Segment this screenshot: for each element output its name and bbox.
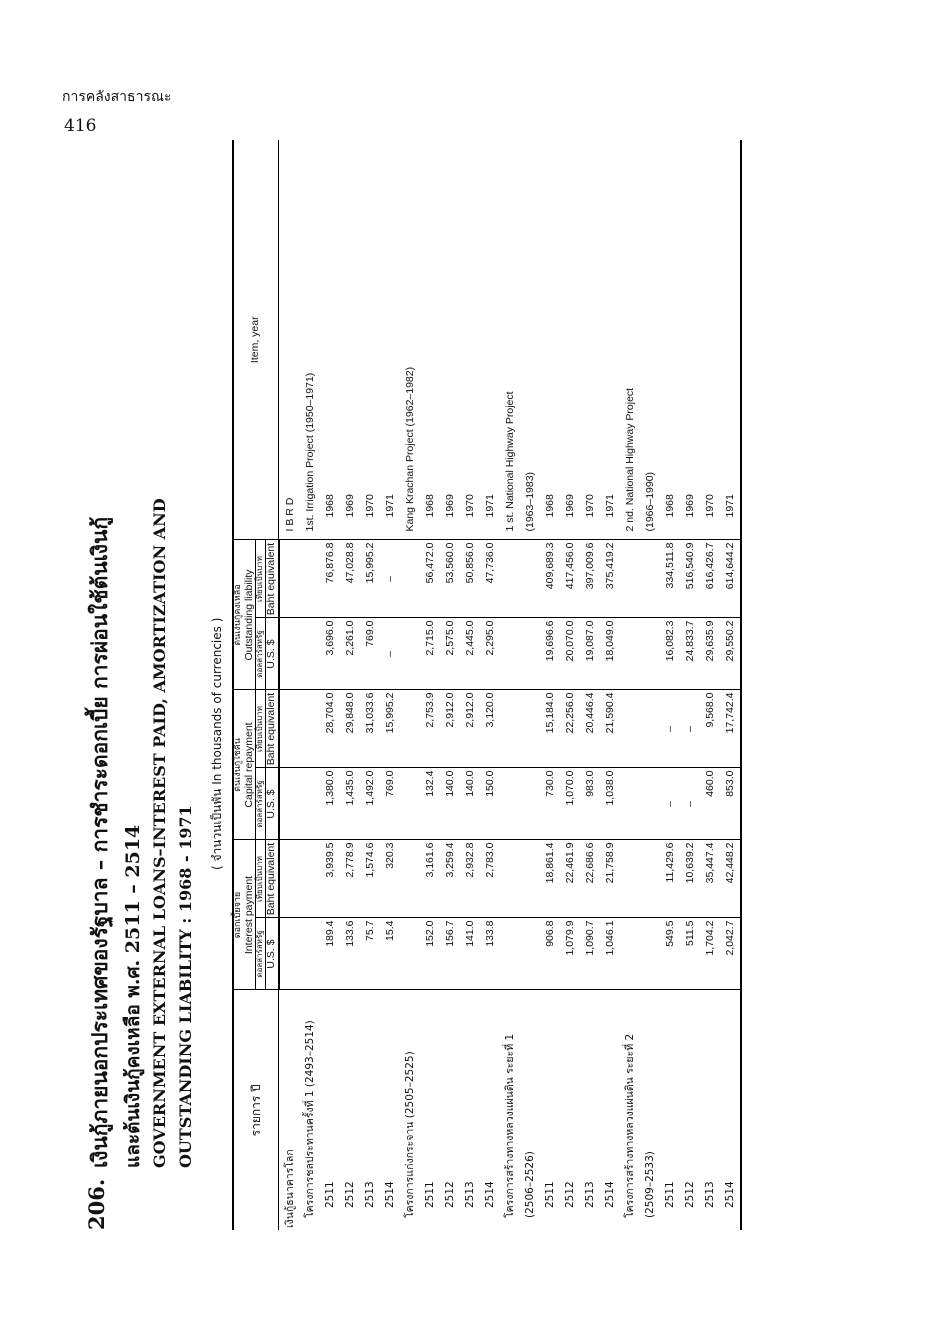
table-row xyxy=(640,140,660,1230)
title-english-line1: GOVERNMENT EXTERNAL LOANS–INTEREST PAID, AMORTIZATION AND xyxy=(150,498,169,1168)
header-interest-thai: ดอกเบี้ยจ่าย xyxy=(233,891,243,939)
row-year-thai: 2511 xyxy=(320,990,340,1230)
table-cell-value: 22,256.0 xyxy=(560,690,580,768)
header-sub-usd-thai: ดอลล่าร์สหรัฐ xyxy=(256,618,266,690)
row-label-thai: เงินกู้ธนาคารโลก xyxy=(279,990,300,1230)
table-cell-value: 15,184.0 xyxy=(540,690,560,768)
row-label-english: 1 st. National Highway Project xyxy=(503,391,516,532)
table-cell-value: 10,639.2 xyxy=(680,840,700,918)
row-label-english: 1971 xyxy=(603,494,616,518)
table-cell-value: 616,426.7 xyxy=(700,540,720,618)
header-interest-en: Interest payment xyxy=(242,875,255,955)
table-cell-value: 1,038.0 xyxy=(600,768,620,840)
table-cell-value xyxy=(400,840,420,918)
table-cell-value: 19,696.6 xyxy=(540,618,560,690)
table-cell-value xyxy=(640,618,660,690)
table-cell-value: 2,295.0 xyxy=(480,618,500,690)
row-label-english: 1969 xyxy=(443,494,456,518)
row-year-thai: 2512 xyxy=(680,990,700,1230)
header-sub-usd-thai: ดอลล่าร์สหรัฐ xyxy=(256,768,266,840)
table-cell-value xyxy=(500,618,520,690)
table-cell-value: 516,540.9 xyxy=(680,540,700,618)
table-cell-value: 906.8 xyxy=(540,918,560,990)
row-year-thai: 2513 xyxy=(580,990,600,1230)
header-item-thai: รายการ ปี xyxy=(233,990,279,1230)
table-cell-value xyxy=(279,840,300,918)
table-row xyxy=(600,140,620,1230)
table-cell-value xyxy=(300,840,320,918)
units-note: ( จำนวนเป็นพัน In thousands of currencies ) xyxy=(210,617,224,870)
table-cell-value: 150.0 xyxy=(480,768,500,840)
table-cell-value xyxy=(279,618,300,690)
table-cell-value xyxy=(620,618,640,690)
table-cell-value xyxy=(279,768,300,840)
row-year-thai: 2511 xyxy=(420,990,440,1230)
table-cell-value: 511.5 xyxy=(680,918,700,990)
table-cell-value: 2,778.9 xyxy=(340,840,360,918)
page-number: 416 xyxy=(64,116,97,136)
table-cell-value: 769.0 xyxy=(380,768,400,840)
table-cell-value: 29,848.0 xyxy=(340,690,360,768)
row-label-english: 1971 xyxy=(483,494,496,518)
table-cell-value: 35,447.4 xyxy=(700,840,720,918)
table-cell-value xyxy=(620,690,640,768)
table-cell-value: 2,042.7 xyxy=(720,918,741,990)
table-cell-value: 19,087.0 xyxy=(580,618,600,690)
row-year-thai: 2512 xyxy=(440,990,460,1230)
table-cell-value: 2,753.9 xyxy=(420,690,440,768)
table-cell-value: 29,550.2 xyxy=(720,618,741,690)
table-cell-value: 1,492.0 xyxy=(360,768,380,840)
table-cell-value xyxy=(640,768,660,840)
table-cell-value: 56,472.0 xyxy=(420,540,440,618)
table-cell-value xyxy=(500,690,520,768)
table-cell-value xyxy=(279,918,300,990)
table-cell-value xyxy=(640,918,660,990)
table-cell-value: 189.4 xyxy=(320,918,340,990)
table-cell-value: 16,082.3 xyxy=(660,618,680,690)
table-cell-value: 75.7 xyxy=(360,918,380,990)
table-row xyxy=(520,140,540,1230)
table-cell-value: 1,435.0 xyxy=(340,768,360,840)
table-cell-value xyxy=(400,618,420,690)
table-row xyxy=(320,140,340,1230)
header-sub-baht: Baht equivalent xyxy=(266,690,279,768)
table-cell-value: 29,635.9 xyxy=(700,618,720,690)
title-english-line2: OUTSTANDING LIABILITY : 1968 - 1971 xyxy=(176,805,195,1168)
table-row xyxy=(480,140,500,1230)
table-cell-value: 9,568.0 xyxy=(700,690,720,768)
table-cell-value: 28,704.0 xyxy=(320,690,340,768)
table-cell-value xyxy=(640,840,660,918)
title-thai-line1: เงินกู้ภายนอกประเทศของรัฐบาล – การชำระดอกเบี้ย การผ่อนใช้ต้นเงินกู้ xyxy=(87,516,112,1168)
table-cell-value: 769.0 xyxy=(360,618,380,690)
header-sub-usd-thai: ดอลล่าร์สหรัฐ xyxy=(256,918,266,990)
row-label-thai: โครงการสร้างทางหลวงแผ่นดิน ระยะที่ 2 xyxy=(620,990,640,1230)
running-header: การคลังสาธารณะ xyxy=(62,89,172,105)
table-cell-value: 3,259.4 xyxy=(440,840,460,918)
table-row xyxy=(420,140,440,1230)
table-cell-value: 18,861.4 xyxy=(540,840,560,918)
table-cell-value: 3,696.0 xyxy=(320,618,340,690)
table-cell-value xyxy=(300,618,320,690)
table-cell-value xyxy=(400,768,420,840)
table-cell-value: 18,049.0 xyxy=(600,618,620,690)
row-year-thai: 2512 xyxy=(340,990,360,1230)
row-label-english: 2 nd. National Highway Project xyxy=(623,387,636,532)
table-cell-value: 460.0 xyxy=(700,768,720,840)
table-cell-value: 22,686.6 xyxy=(580,840,600,918)
rotated-table-page xyxy=(80,140,890,1230)
row-label-english: 1971 xyxy=(383,494,396,518)
row-label-thai: โครงการชลประทานครั้งที่ 1 (2493–2514) xyxy=(300,990,320,1230)
row-label-english: (1966–1990) xyxy=(643,471,656,532)
table-cell-value: 50,856.0 xyxy=(460,540,480,618)
table-cell-value: 3,120.0 xyxy=(480,690,500,768)
table-cell-value xyxy=(500,768,520,840)
table-cell-value: 20,446.4 xyxy=(580,690,600,768)
table-cell-value: 2,261.0 xyxy=(340,618,360,690)
table-cell-value xyxy=(400,918,420,990)
table-cell-value xyxy=(520,540,540,618)
table-cell-value: 2,783.0 xyxy=(480,840,500,918)
table-cell-value: 2,932.8 xyxy=(460,840,480,918)
row-year-thai: 2511 xyxy=(660,990,680,1230)
table-row xyxy=(720,140,741,1230)
table-row xyxy=(380,140,400,1230)
table-cell-value: – xyxy=(680,768,700,840)
table-cell-value xyxy=(500,918,520,990)
table-cell-value: 2,912.0 xyxy=(460,690,480,768)
table-cell-value xyxy=(620,540,640,618)
table-cell-value: 21,758.9 xyxy=(600,840,620,918)
header-sub-usd: U.S. $ xyxy=(266,618,279,690)
row-year-thai: 2512 xyxy=(560,990,580,1230)
table-cell-value: 334,511.8 xyxy=(660,540,680,618)
table-row xyxy=(360,140,380,1230)
table-cell-value: 15.4 xyxy=(380,918,400,990)
row-year-thai: 2513 xyxy=(700,990,720,1230)
header-sub-usd: U.S. $ xyxy=(266,918,279,990)
table-body xyxy=(279,140,741,1230)
table-cell-value: 141.0 xyxy=(460,918,480,990)
table-cell-value: – xyxy=(380,540,400,618)
table-cell-value: 15,995.2 xyxy=(360,540,380,618)
table-row xyxy=(540,140,560,1230)
table-cell-value: 1,079.9 xyxy=(560,918,580,990)
table-cell-value xyxy=(520,768,540,840)
header-outstanding-liability xyxy=(233,540,256,690)
row-year-thai: 2514 xyxy=(720,990,741,1230)
row-label-english: I B R D xyxy=(283,497,296,532)
row-label-english: 1st. Irrigation Project (1950–1971) xyxy=(303,372,316,532)
table-number: 206. xyxy=(84,1178,109,1230)
table-row xyxy=(440,140,460,1230)
table-cell-value: 3,161.6 xyxy=(420,840,440,918)
header-interest-payment xyxy=(233,840,256,990)
row-year-thai: 2514 xyxy=(600,990,620,1230)
table-cell-value xyxy=(640,540,660,618)
table-cell-value: 11,429.6 xyxy=(660,840,680,918)
table-cell-value: 133.8 xyxy=(480,918,500,990)
row-label-english: 1968 xyxy=(323,494,336,518)
table-cell-value: 152.0 xyxy=(420,918,440,990)
header-capital-en: Capital repayment xyxy=(242,722,255,808)
table-cell-value: 47,028.8 xyxy=(340,540,360,618)
row-label-thai: โครงการแก่งกระจาน (2505–2525) xyxy=(400,990,420,1230)
table-cell-value: 417,456.0 xyxy=(560,540,580,618)
row-label-english: 1970 xyxy=(703,494,716,518)
header-sub-baht-thai: เทียบเป็นบาท xyxy=(256,840,266,918)
table-cell-value: 614,644.2 xyxy=(720,540,741,618)
table-cell-value: 140.0 xyxy=(460,768,480,840)
row-label-english: 1969 xyxy=(683,494,696,518)
table-cell-value: 156.7 xyxy=(440,918,460,990)
table-cell-value: 983.0 xyxy=(580,768,600,840)
row-label-english: 1970 xyxy=(363,494,376,518)
table-cell-value xyxy=(520,618,540,690)
table-cell-value xyxy=(520,840,540,918)
table-row xyxy=(660,140,680,1230)
table-cell-value: 409,689.3 xyxy=(540,540,560,618)
row-label-english: 1970 xyxy=(583,494,596,518)
header-outstanding-en: Outstanding liability xyxy=(242,569,255,661)
loans-table xyxy=(232,140,742,1230)
table-cell-value: 549.5 xyxy=(660,918,680,990)
table-cell-value: 2,715.0 xyxy=(420,618,440,690)
table-cell-value xyxy=(300,768,320,840)
row-year-thai: 2514 xyxy=(380,990,400,1230)
table-cell-value: 140.0 xyxy=(440,768,460,840)
header-item-english: Item, year xyxy=(233,140,279,540)
row-label-thai: (2509–2533) xyxy=(640,990,660,1230)
table-cell-value: 397,009.6 xyxy=(580,540,600,618)
table-cell-value xyxy=(400,690,420,768)
table-cell-value: 853.0 xyxy=(720,768,741,840)
header-capital-repayment xyxy=(233,690,256,840)
table-cell-value xyxy=(500,840,520,918)
table-cell-value: 1,574.6 xyxy=(360,840,380,918)
title-thai-line2: และต้นเงินกู้คงเหลือ พ.ศ. 2511 – 2514 xyxy=(122,824,144,1168)
table-cell-value: – xyxy=(660,690,680,768)
table-row xyxy=(680,140,700,1230)
row-label-thai: โครงการสร้างทางหลวงแผ่นดิน ระยะที่ 1 xyxy=(500,990,520,1230)
table-cell-value: 1,380.0 xyxy=(320,768,340,840)
table-row xyxy=(460,140,480,1230)
table-cell-value xyxy=(300,690,320,768)
table-cell-value: 76,876.8 xyxy=(320,540,340,618)
row-label-english: 1968 xyxy=(543,494,556,518)
table-cell-value: – xyxy=(660,768,680,840)
table-row xyxy=(700,140,720,1230)
row-label-english: 1970 xyxy=(463,494,476,518)
table-row xyxy=(560,140,580,1230)
table-cell-value xyxy=(279,540,300,618)
header-sub-baht-thai: เทียบเป็นบาท xyxy=(256,690,266,768)
table-row xyxy=(340,140,360,1230)
row-label-english: 1969 xyxy=(563,494,576,518)
table-cell-value: 1,090.7 xyxy=(580,918,600,990)
header-sub-baht: Baht equivalent xyxy=(266,840,279,918)
table-cell-value xyxy=(640,690,660,768)
table-cell-value xyxy=(400,540,420,618)
table-cell-value: 1,070.0 xyxy=(560,768,580,840)
table-cell-value xyxy=(620,840,640,918)
table-cell-value xyxy=(520,918,540,990)
row-year-thai: 2514 xyxy=(480,990,500,1230)
table-cell-value: 47,736.0 xyxy=(480,540,500,618)
table-cell-value xyxy=(500,540,520,618)
table-cell-value: 320.3 xyxy=(380,840,400,918)
table-cell-value: 132.4 xyxy=(420,768,440,840)
table-cell-value: 31,033.6 xyxy=(360,690,380,768)
table-row xyxy=(400,140,420,1230)
table-cell-value xyxy=(279,690,300,768)
table-cell-value: – xyxy=(380,618,400,690)
table-cell-value: 53,560.0 xyxy=(440,540,460,618)
table-row xyxy=(620,140,640,1230)
row-year-thai: 2511 xyxy=(540,990,560,1230)
header-sub-usd: U.S. $ xyxy=(266,768,279,840)
row-label-english: Kang Krachan Project (1962–1982) xyxy=(403,366,416,532)
row-label-english: 1968 xyxy=(423,494,436,518)
header-outstanding-thai: ต้นเงินกู้คงเหลือ xyxy=(233,584,243,646)
table-cell-value: 375,419.2 xyxy=(600,540,620,618)
table-cell-value: 2,912.0 xyxy=(440,690,460,768)
row-label-english: (1963–1983) xyxy=(523,471,536,532)
table-cell-value xyxy=(300,918,320,990)
row-year-thai: 2513 xyxy=(360,990,380,1230)
header-sub-baht-thai: เทียบเป็นบาท xyxy=(256,540,266,618)
row-year-thai: 2513 xyxy=(460,990,480,1230)
table-cell-value xyxy=(620,918,640,990)
header-sub-baht: Baht equivalent xyxy=(266,540,279,618)
table-row xyxy=(500,140,520,1230)
table-cell-value: 42,448.2 xyxy=(720,840,741,918)
table-cell-value: 24,833.7 xyxy=(680,618,700,690)
row-label-english: 1971 xyxy=(720,140,741,540)
table-cell-value xyxy=(300,540,320,618)
table-cell-value: 1,704.2 xyxy=(700,918,720,990)
table-cell-value: 3,939.5 xyxy=(320,840,340,918)
table-cell-value: 730.0 xyxy=(540,768,560,840)
table-cell-value xyxy=(620,768,640,840)
table-cell-value: 17,742.4 xyxy=(720,690,741,768)
table-cell-value: 2,445.0 xyxy=(460,618,480,690)
table-cell-value: 15,995.2 xyxy=(380,690,400,768)
table-cell-value xyxy=(520,690,540,768)
table-cell-value: 1,046.1 xyxy=(600,918,620,990)
row-label-english: 1968 xyxy=(663,494,676,518)
row-label-english: 1969 xyxy=(343,494,356,518)
table-row xyxy=(300,140,320,1230)
row-label-thai: (2506–2526) xyxy=(520,990,540,1230)
table-row xyxy=(279,140,300,1230)
table-cell-value: 2,575.0 xyxy=(440,618,460,690)
table-cell-value: 20,070.0 xyxy=(560,618,580,690)
table-cell-value: 133.6 xyxy=(340,918,360,990)
table-row xyxy=(580,140,600,1230)
table-cell-value: – xyxy=(680,690,700,768)
table-cell-value: 22,461.9 xyxy=(560,840,580,918)
table-cell-value: 21,590.4 xyxy=(600,690,620,768)
header-capital-thai: ต้นเงินกู้ใช้คืน xyxy=(233,738,243,792)
